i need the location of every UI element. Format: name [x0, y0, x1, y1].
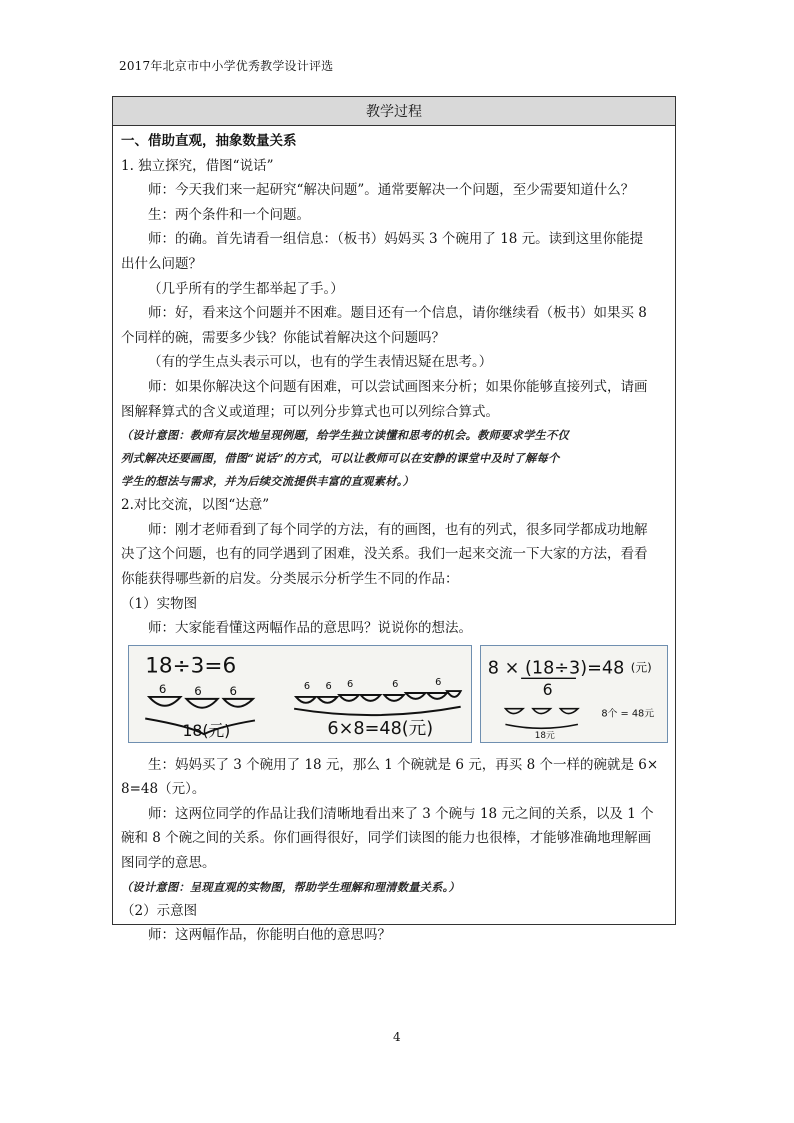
paragraph-line: 生：妈妈买了 3 个碗用了 18 元，那么 1 个碗就是 6 元，再买 8 个一样的碗就是 6×	[148, 756, 659, 773]
svg-text:6: 6	[158, 681, 167, 696]
design-intent-note: （设计意图：呈现直观的实物图，帮助学生理解和理清数量关系。）	[121, 879, 461, 894]
svg-text:6: 6	[303, 680, 311, 692]
section-title: 一、借助直观，抽象数量关系	[121, 133, 297, 149]
teaching-process-table	[112, 96, 676, 944]
handwritten-total: 18(元)	[182, 720, 231, 740]
design-intent-note: （设计意图：教师有层次地呈现例题，给学生独立读懂和思考的机会。教师要求学生不仅	[121, 428, 570, 443]
paragraph-line: 出什么问题？	[121, 255, 202, 272]
paragraph-line: 师：刚才老师看到了每个同学的方法，有的画图，也有的列式，很多同学都成功地解	[148, 521, 648, 538]
design-intent-note: 学生的想法与需求，并为后续交流提供丰富的直观素材。）	[121, 474, 415, 489]
paragraph-line: 8=48（元）。	[121, 781, 206, 798]
subsection-title: 1. 独立探究，借图“说话”	[121, 157, 274, 174]
handwritten-equation: 18÷3=6	[145, 653, 237, 679]
paragraph-line: 师：今天我们来一起研究“解决问题”。通常要解决一个问题，至少需要知道什么？	[148, 182, 635, 199]
paragraph-line: （有的学生点头表示可以，也有的学生表情迟疑在思考。）	[148, 354, 493, 371]
paragraph-line: 图同学的意思。	[121, 855, 216, 872]
student-work-photos	[121, 645, 667, 749]
handwritten-equation: 6×8=48(元)	[327, 718, 434, 739]
subsection-title: （1）实物图	[121, 595, 198, 612]
handwritten-note: 8个 = 48元	[601, 708, 655, 720]
subsection-title: （2）示意图	[121, 902, 198, 919]
handwritten-drawing-1	[129, 646, 471, 742]
student-drawing-photo-2	[480, 645, 668, 743]
svg-text:6: 6	[229, 683, 237, 698]
subsection-title: 2.对比交流，以图“达意”	[121, 497, 270, 514]
table-content	[113, 126, 675, 948]
svg-text:6: 6	[435, 676, 442, 688]
svg-text:6: 6	[325, 680, 332, 692]
svg-text:6: 6	[392, 678, 399, 690]
table-heading: 教学过程	[113, 97, 675, 126]
student-drawing-photo-1	[128, 645, 472, 743]
handwritten-total: 18元	[534, 730, 555, 741]
paragraph-line: 师：这两位同学的作品让我们清晰地看出来了 3 个碗与 18 元之间的关系，以及 1 个	[148, 805, 654, 822]
handwritten-drawing-2	[481, 646, 667, 742]
paragraph-line: 师：好，看来这个问题并不困难。题目还有一个信息，请你继续看（板书）如果买 8	[148, 305, 647, 322]
paragraph-line: 碗和 8 个碗之间的关系。你们画得很好，同学们读图的能力也很棒，才能够准确地理解画	[121, 830, 652, 847]
svg-text:6: 6	[542, 679, 553, 699]
document-header: 2017年北京市中小学优秀教学设计评选	[119, 59, 334, 73]
paragraph-line: 图解释算式的含义或道理；可以列分步算式也可以列综合算式。	[121, 403, 499, 420]
svg-text:6: 6	[347, 678, 354, 690]
paragraph-line: 决了这个问题，也有的同学遇到了困难，没关系。我们一起来交流一下大家的方法，看看	[121, 546, 648, 563]
paragraph-line: 师：大家能看懂这两幅作品的意思吗？说说你的想法。	[148, 620, 472, 637]
paragraph-line: 个同样的碗，需要多少钱？你能试着解决这个问题吗？	[121, 329, 445, 346]
page-number: 4	[393, 1030, 401, 1044]
handwritten-equation: 8 × (18÷3)=48	[487, 658, 625, 679]
paragraph-line: （几乎所有的学生都举起了手。）	[148, 280, 344, 297]
paragraph-line: 师：的确。首先请看一组信息：（板书）妈妈买 3 个碗用了 18 元。读到这里你能提	[148, 231, 644, 248]
svg-text:6: 6	[194, 683, 202, 698]
svg-text:(元): (元)	[630, 660, 652, 675]
paragraph-line: 师：如果你解决这个问题有困难，可以尝试画图来分析；如果你能够直接列式，请画	[148, 378, 648, 395]
paragraph-line: 你能获得哪些新的启发。分类展示分析学生不同的作品：	[121, 570, 459, 587]
paragraph-line: 师：这两幅作品，你能明白他的意思吗？	[148, 927, 391, 944]
design-intent-note: 列式解决还要画图，借图“说话”的方式，可以让教师可以在安静的课堂中及时了解每个	[121, 451, 560, 466]
bowl-sketches	[505, 708, 577, 728]
paragraph-line: 生：两个条件和一个问题。	[148, 206, 310, 223]
